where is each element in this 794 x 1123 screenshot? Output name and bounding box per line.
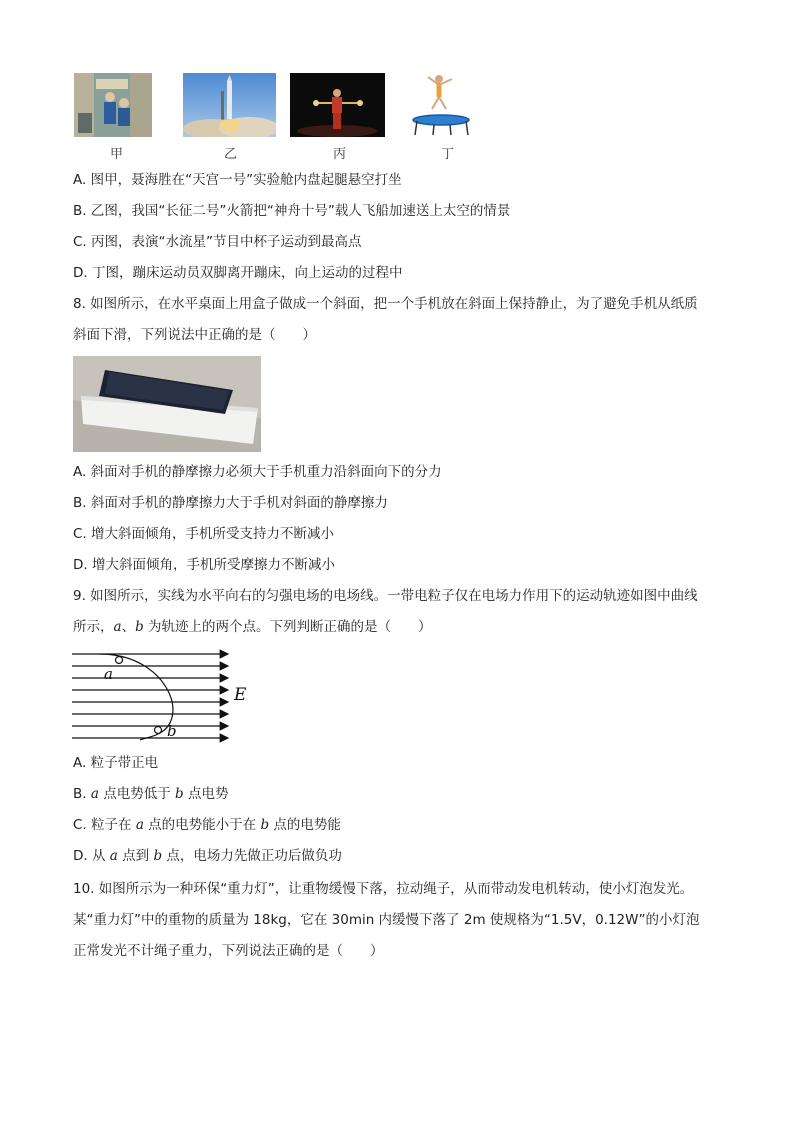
- q9-optd-p1: D. 从: [73, 848, 110, 864]
- q9-stem-line2: [73, 617, 432, 637]
- q9-option-a: A. 粒子带正电: [73, 755, 159, 771]
- q9-option-b: [73, 784, 228, 804]
- q8-stem-line2: 斜面下滑，下列说法中正确的是（ ）: [73, 327, 316, 343]
- electric-field-diagram: [70, 646, 260, 746]
- q9-stem-sep: 、: [121, 619, 136, 635]
- q9-optc-b: b: [260, 817, 270, 833]
- q9-optc-p2: 点的电势能小于在: [143, 817, 261, 833]
- q9-option-d: [73, 846, 342, 866]
- caption-yi: 乙: [224, 147, 238, 162]
- q7-option-b: B. 乙图，我国“长征二号”火箭把“神舟十号”载人飞船加速送上太空的情景: [73, 203, 511, 219]
- q9-optb-a: a: [90, 786, 99, 802]
- caption-ding: 丁: [441, 147, 455, 162]
- q9-optc-p3: 点的电势能: [269, 817, 341, 833]
- q9-optb-b: b: [175, 786, 184, 802]
- label-a: a: [104, 665, 113, 683]
- photo-yi-rocket-launch: [183, 73, 276, 137]
- point-a: [116, 657, 123, 664]
- q8-option-a: A. 斜面对手机的静摩擦力必须大于手机重力沿斜面向下的分力: [73, 464, 442, 480]
- caption-bing: 丙: [333, 147, 347, 162]
- q9-optd-a: a: [109, 848, 118, 864]
- field-lines: [72, 654, 228, 738]
- q9-stem-suffix: 为轨迹上的两个点。下列判断正确的是（ ）: [143, 619, 432, 635]
- q9-optb-p2: 点电势低于: [98, 786, 176, 802]
- q8-option-b: B. 斜面对手机的静摩擦力大于手机对斜面的静摩擦力: [73, 495, 388, 511]
- q10-line2: 某“重力灯”中的重物的质量为 18kg，它在 30min 内缓慢下落了 2m 使规格为“1.5V，0.12W”的小灯泡: [73, 912, 700, 928]
- label-b: b: [167, 722, 177, 740]
- q9-stem-b: b: [135, 619, 144, 635]
- photo-phone-on-incline: [73, 356, 261, 452]
- q9-stem-prefix: 所示，: [73, 619, 114, 635]
- q9-option-c: [73, 815, 341, 835]
- q9-optd-p3: 点，电场力先做正功后做负功: [162, 848, 342, 864]
- q7-option-c: C. 丙图，表演“水流星”节目中杯子运动到最高点: [73, 234, 362, 250]
- photo-jia-space-station: [74, 73, 152, 137]
- label-E: E: [234, 685, 247, 705]
- q8-stem-line1: 8. 如图所示，在水平桌面上用盒子做成一个斜面，把一个手机放在斜面上保持静止，为了避免手机从纸质: [73, 296, 698, 312]
- q9-optb-p3: 点电势: [183, 786, 229, 802]
- q9-optc-a: a: [135, 817, 144, 833]
- q8-option-c: C. 增大斜面倾角，手机所受支持力不断减小: [73, 526, 335, 542]
- q7-option-d: D. 丁图，蹦床运动员双脚离开蹦床，向上运动的过程中: [73, 265, 403, 281]
- q9-stem-line1: 9. 如图所示，实线为水平向右的匀强电场的电场线。一带电粒子仅在电场力作用下的运动轨迹如图中曲线: [73, 588, 698, 604]
- q10-line3: 正常发光不计绳子重力，下列说法正确的是（ ）: [73, 943, 384, 959]
- q9-optd-p2: 点到: [117, 848, 154, 864]
- q10-line1: 10. 如图所示为一种环保“重力灯”，让重物缓慢下落，拉动绳子，从而带动发电机转动，使小灯泡发光。: [73, 881, 694, 897]
- point-b: [155, 727, 162, 734]
- q9-stem-a: a: [113, 619, 122, 635]
- photo-ding-trampoline: [410, 73, 472, 137]
- q9-optd-b: b: [153, 848, 163, 864]
- photo-bing-water-meteor: [290, 73, 385, 137]
- q9-optc-p1: C. 粒子在: [73, 817, 136, 833]
- q9-optb-p1: B.: [73, 786, 91, 802]
- q7-option-a: A. 图甲，聂海胜在“天宫一号”实验舱内盘起腿悬空打坐: [73, 172, 402, 188]
- caption-jia: 甲: [110, 147, 124, 162]
- q8-option-d: D. 增大斜面倾角，手机所受摩擦力不断减小: [73, 557, 335, 573]
